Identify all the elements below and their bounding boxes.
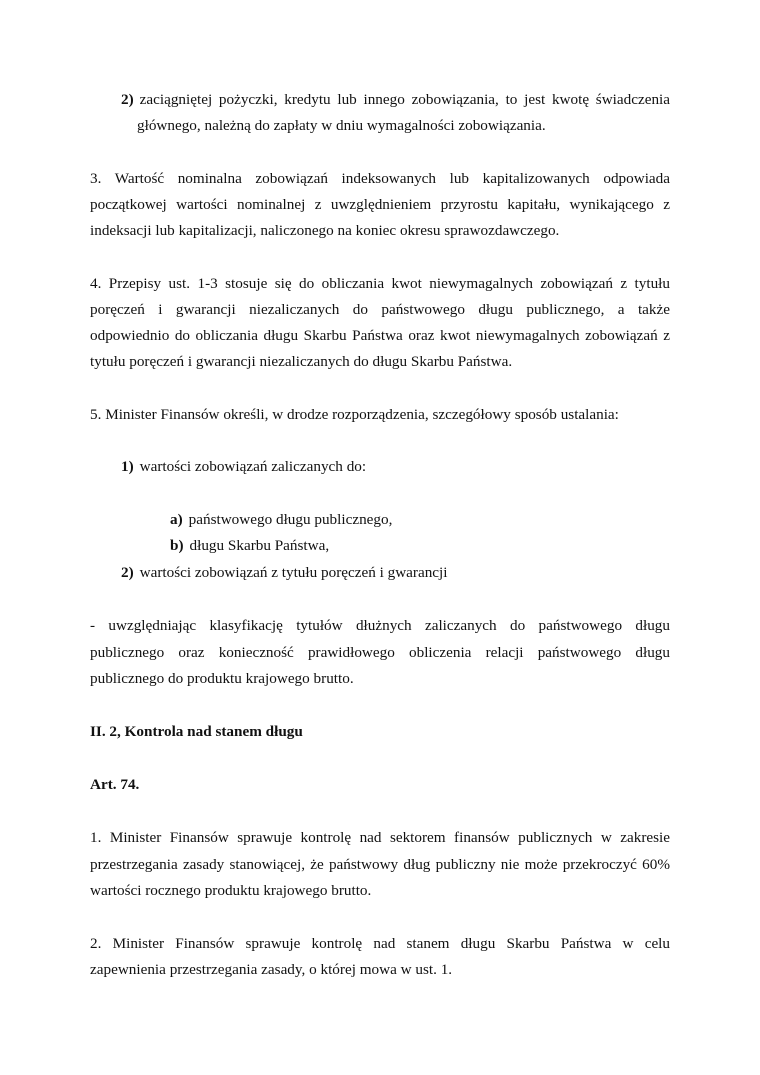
- art74-paragraph-1-line-1: 1. Minister Finansów sprawuje kontrolę nad sektorem finansów publicznych w zakresie: [90, 829, 670, 846]
- section-heading: II. 2, Kontrola nad stanem długu: [90, 723, 303, 740]
- list-item-text: państwowego długu publicznego,: [188, 511, 393, 528]
- sublist-item-a: [170, 507, 750, 533]
- art74-paragraph-1-line-2: przestrzegania zasady stanowiącej, że państwowy dług publiczny nie może przekroczyć 60%: [90, 856, 670, 873]
- article-heading: Art. 74.: [90, 776, 140, 793]
- art74-paragraph-1-line-3: wartości rocznego produktu krajowego brutto.: [90, 882, 372, 899]
- list-item-text: wartości zobowiązań zaliczanych do:: [139, 458, 367, 475]
- paragraph-4-line-4: tytułu poręczeń i gwarancji niezaliczanych do długu Skarbu Państwa.: [90, 353, 513, 370]
- list-item-2b: [121, 560, 701, 586]
- paragraph-3-line-3: indeksacji lub kapitalizacji, naliczonego na koniec okresu sprawozdawczego.: [90, 222, 560, 239]
- art74-paragraph-2-line-2: zapewnienia przestrzegania zasady, o której mowa w ust. 1.: [90, 961, 453, 978]
- paragraph-4-line-2: poręczeń i gwarancji niezaliczanych do państwowego długu publicznego, a także: [90, 301, 670, 318]
- list-number: 2): [121, 91, 134, 108]
- list-letter: b): [170, 537, 184, 554]
- paragraph-3-line-2: początkowej wartości nominalnej z uwzględnieniem przyrostu kapitału, wynikającego z: [90, 196, 670, 213]
- list-item-text: długu Skarbu Państwa,: [189, 537, 330, 554]
- list-number: 2): [121, 564, 134, 581]
- list-item-2-continuation: głównego, należną do zapłaty w dniu wymagalności zobowiązania.: [137, 117, 546, 134]
- art74-paragraph-2-line-1: 2. Minister Finansów sprawuje kontrolę nad stanem długu Skarbu Państwa w celu: [90, 935, 670, 952]
- list-item-1: [121, 454, 701, 480]
- paragraph-3-line-1: 3. Wartość nominalna zobowiązań indeksowanych lub kapitalizowanych odpowiada: [90, 170, 670, 187]
- list-number: 1): [121, 458, 134, 475]
- paragraph-4-line-1: 4. Przepisy ust. 1-3 stosuje się do obliczania kwot niewymagalnych zobowiązań z tytułu: [90, 275, 670, 292]
- list-letter: a): [170, 511, 183, 528]
- list-item-text: wartości zobowiązań z tytułu poręczeń i gwarancji: [139, 564, 448, 581]
- closing-line-2: publicznego oraz konieczność prawidłowego obliczenia relacji państwowego długu: [90, 644, 670, 661]
- paragraph-4-line-3: odpowiednio do obliczania długu Skarbu Państwa oraz kwot niewymagalnych zobowiązań z: [90, 327, 670, 344]
- sublist-item-b: [170, 533, 750, 559]
- list-item-text: zaciągniętej pożyczki, kredytu lub innego zobowiązania, to jest kwotę świadczenia: [139, 91, 670, 108]
- closing-line-1: - uwzględniając klasyfikację tytułów dłużnych zaliczanych do państwowego długu: [90, 617, 670, 634]
- closing-line-3: publicznego do produktu krajowego brutto.: [90, 670, 354, 687]
- paragraph-5-intro: 5. Minister Finansów określi, w drodze rozporządzenia, szczegółowy sposób ustalania:: [90, 406, 619, 423]
- list-item-2: [121, 87, 670, 113]
